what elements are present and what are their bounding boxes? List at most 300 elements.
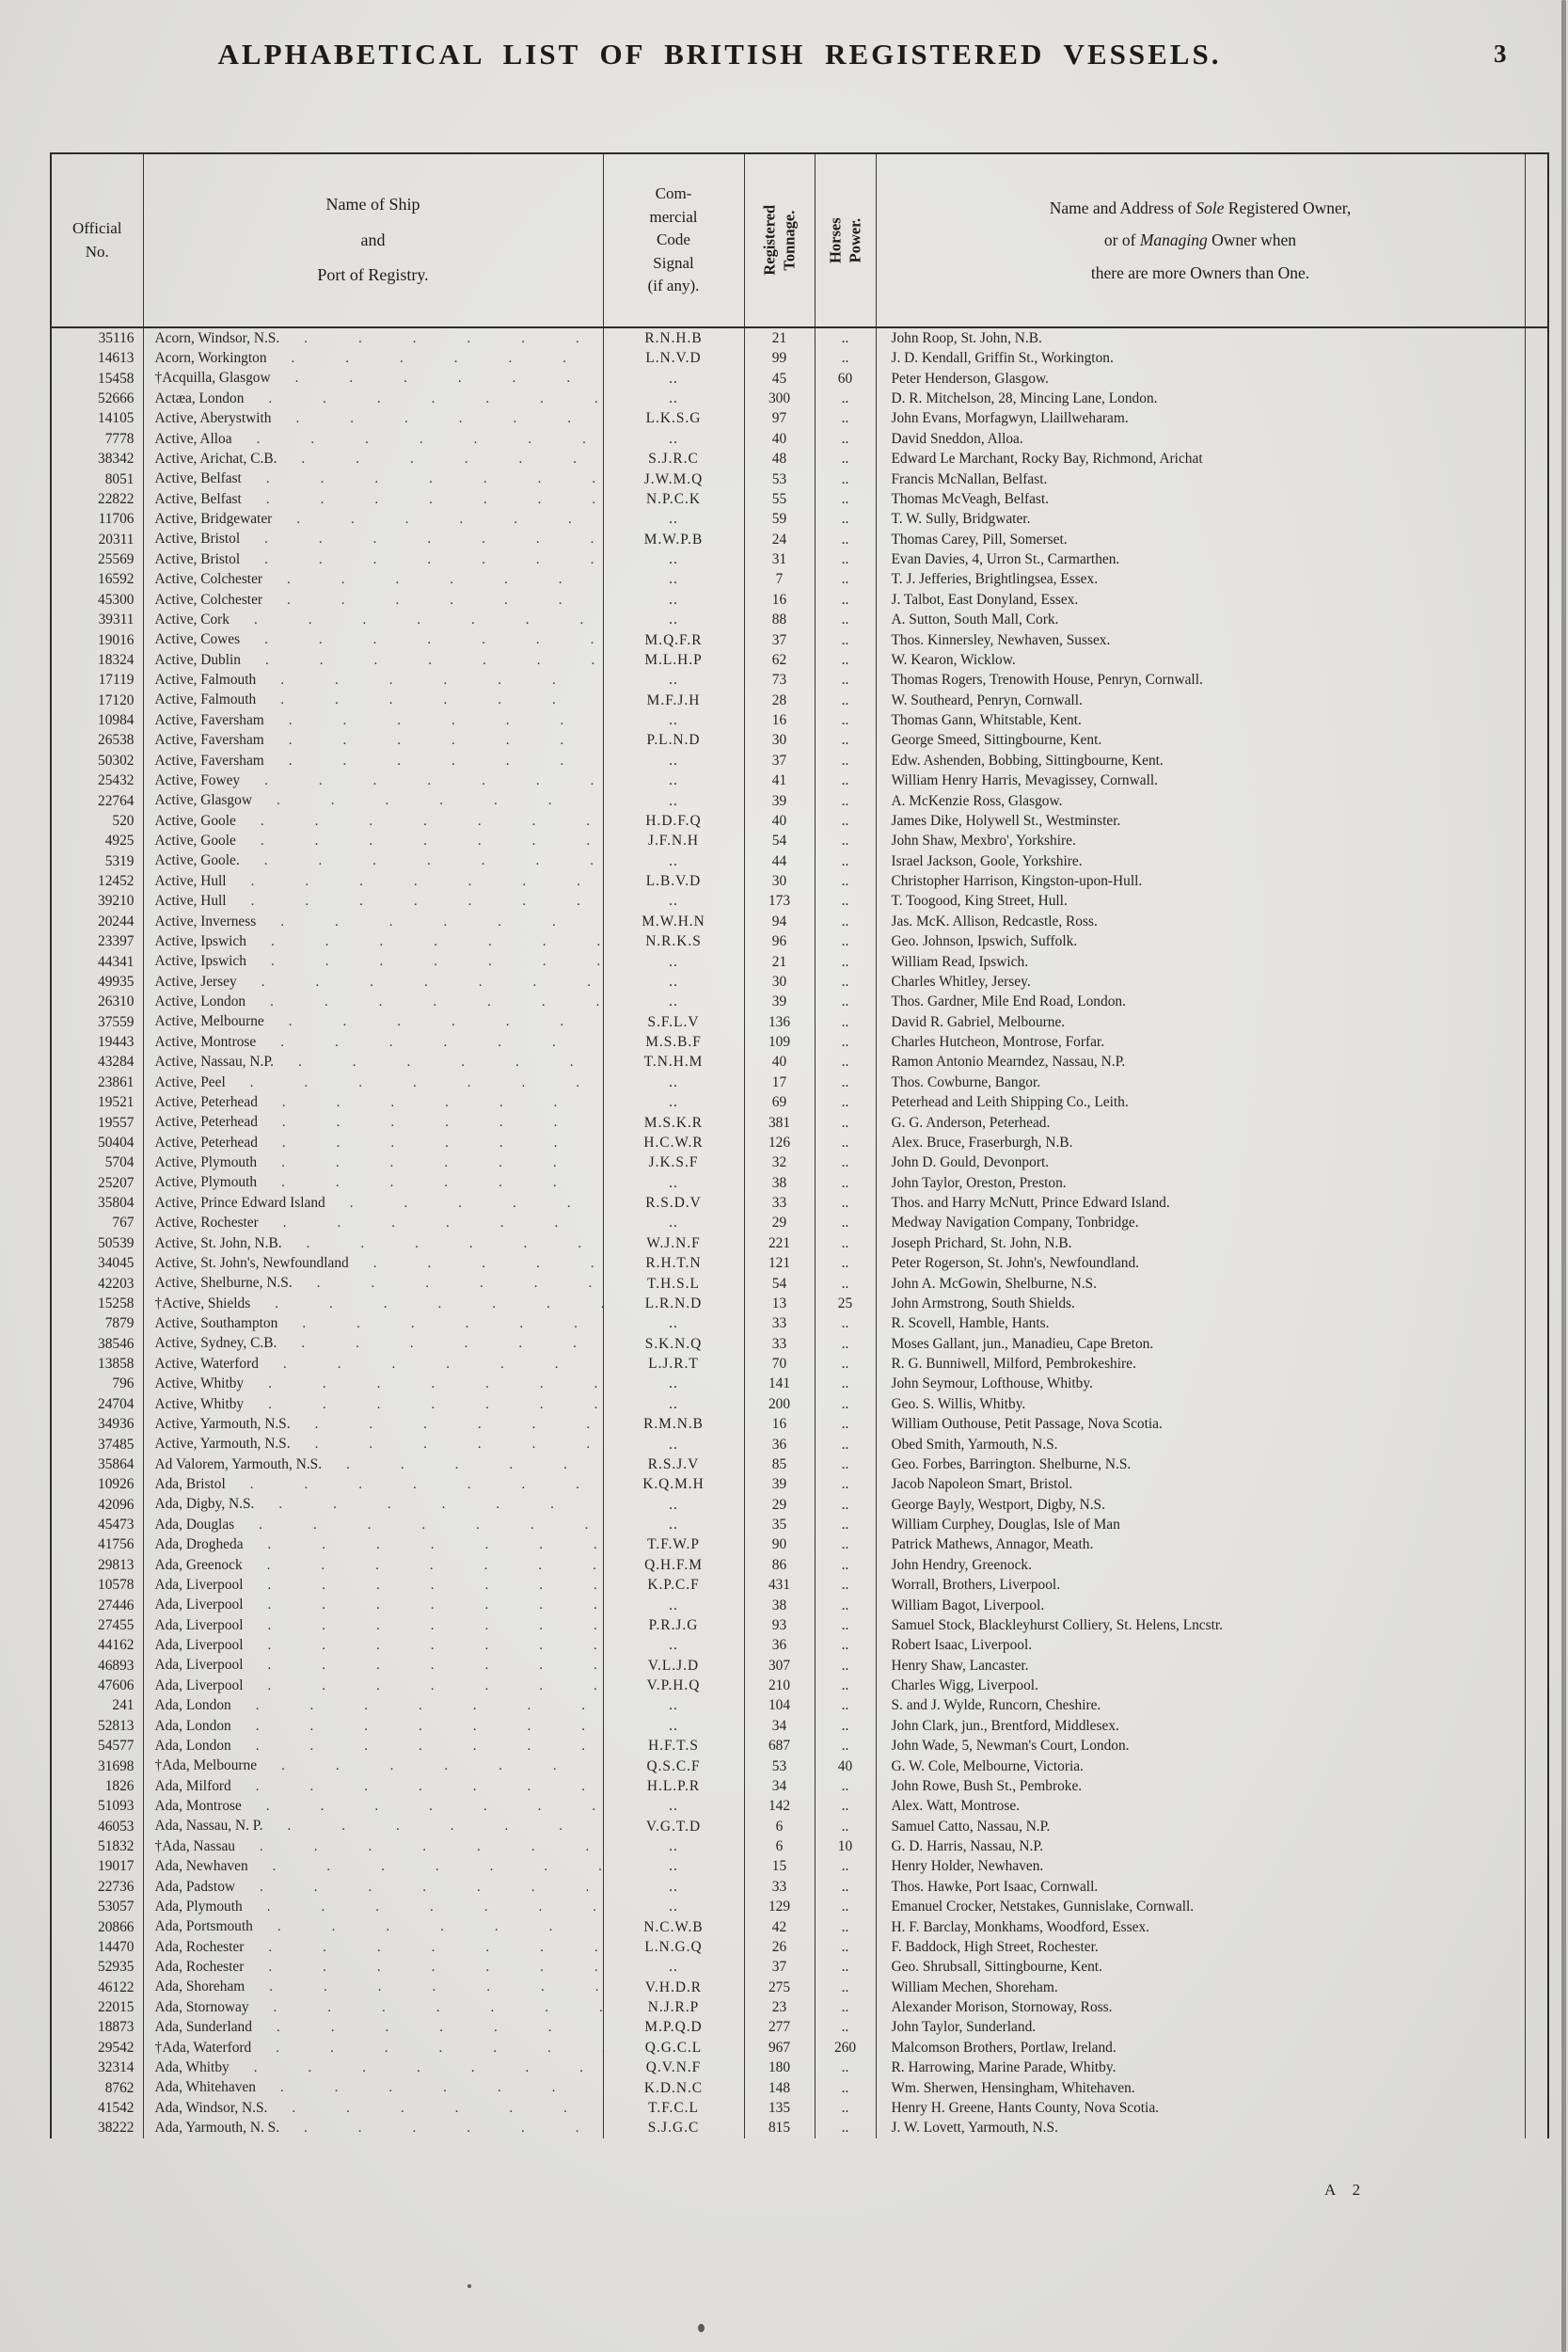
code-signal-cell: .. bbox=[603, 972, 744, 992]
ship-and-port-cell bbox=[143, 691, 603, 710]
header-line: Power. bbox=[845, 217, 863, 263]
official-no-cell: 16592 bbox=[51, 570, 143, 590]
ship-and-port-cell bbox=[143, 1394, 603, 1414]
table-row bbox=[51, 1414, 1548, 1434]
ship-name: Ada, Plymouth bbox=[154, 1898, 243, 1915]
margin-cell bbox=[1525, 1354, 1548, 1374]
official-no-cell: 22736 bbox=[51, 1877, 143, 1897]
owner-name-address-cell: Thos. and Harry McNutt, Prince Edward Island. bbox=[876, 1193, 1525, 1213]
margin-cell bbox=[1525, 1957, 1548, 1977]
ship-and-port-cell bbox=[143, 1354, 603, 1374]
code-signal-cell: N.P.C.K bbox=[603, 489, 744, 509]
code-signal-cell: V.L.J.D bbox=[603, 1656, 744, 1676]
margin-cell bbox=[1525, 630, 1548, 650]
registered-tonnage-cell: 38 bbox=[744, 1596, 815, 1615]
code-signal-cell: P.R.J.G bbox=[603, 1615, 744, 1635]
code-signal-cell: .. bbox=[603, 610, 744, 629]
table-row bbox=[51, 1897, 1548, 1916]
margin-cell bbox=[1525, 1937, 1548, 1957]
horses-power-cell: .. bbox=[815, 1978, 876, 1997]
dot-leader bbox=[246, 954, 603, 969]
ship-name: †Acquilla, Glasgow bbox=[154, 370, 271, 387]
margin-cell bbox=[1525, 1535, 1548, 1555]
dot-leader bbox=[240, 552, 602, 567]
ship-and-port-cell bbox=[143, 771, 603, 790]
ship-and-port-cell bbox=[143, 1133, 603, 1152]
registered-tonnage-cell: 73 bbox=[744, 670, 815, 690]
owner-name-address-cell: Thos. Kinnersley, Newhaven, Sussex. bbox=[876, 630, 1525, 650]
registered-tonnage-cell: 30 bbox=[744, 871, 815, 891]
owner-name-address-cell: John Seymour, Lofthouse, Whitby. bbox=[876, 1375, 1525, 1394]
code-signal-cell: K.Q.M.H bbox=[603, 1474, 744, 1494]
dot-leader bbox=[242, 1799, 603, 1814]
header-line: Name and Address of Sole Registered Owner, bbox=[1049, 199, 1352, 218]
owner-name-address-cell: Peter Henderson, Glasgow. bbox=[876, 369, 1525, 389]
table-row bbox=[51, 549, 1548, 569]
official-no-cell: 14470 bbox=[51, 1937, 143, 1957]
ship-name: Active, Peel bbox=[154, 1073, 226, 1090]
horses-power-cell: .. bbox=[815, 691, 876, 710]
registered-tonnage-cell: 36 bbox=[744, 1435, 815, 1454]
dot-leader bbox=[256, 914, 602, 930]
ship-name: Ada, London bbox=[154, 1717, 231, 1734]
dot-leader bbox=[291, 1437, 603, 1452]
owner-name-address-cell: Thomas McVeagh, Belfast. bbox=[876, 489, 1525, 509]
registered-tonnage-cell: 6 bbox=[744, 1836, 815, 1856]
ship-name: Ada, Rochester bbox=[154, 1959, 245, 1976]
horses-power-cell: .. bbox=[815, 731, 876, 751]
ship-and-port-cell bbox=[143, 1214, 603, 1233]
code-signal-cell: .. bbox=[603, 1836, 744, 1856]
margin-cell bbox=[1525, 670, 1548, 690]
margin-cell bbox=[1525, 1696, 1548, 1716]
table-row bbox=[51, 409, 1548, 429]
horses-power-cell: .. bbox=[815, 2118, 876, 2137]
registered-tonnage-cell: 26 bbox=[744, 1937, 815, 1957]
margin-cell bbox=[1525, 409, 1548, 429]
owner-name-address-cell: William Curphey, Douglas, Isle of Man bbox=[876, 1515, 1525, 1534]
ship-and-port-cell bbox=[143, 1957, 603, 1977]
ship-and-port-cell bbox=[143, 1334, 603, 1354]
dot-leader bbox=[244, 1658, 603, 1673]
owner-name-address-cell: Ramon Antonio Mearndez, Nassau, N.P. bbox=[876, 1053, 1525, 1073]
registered-tonnage-cell: 69 bbox=[744, 1092, 815, 1112]
dot-leader bbox=[240, 632, 602, 647]
dot-leader bbox=[241, 653, 603, 668]
official-no-cell: 35804 bbox=[51, 1193, 143, 1213]
table-row bbox=[51, 509, 1548, 529]
margin-cell bbox=[1525, 1053, 1548, 1073]
horses-power-cell: .. bbox=[815, 1897, 876, 1916]
margin-cell bbox=[1525, 549, 1548, 569]
code-signal-cell: W.J.N.F bbox=[603, 1233, 744, 1253]
code-signal-cell: J.F.N.H bbox=[603, 831, 744, 850]
owner-name-address-cell: Alex. Watt, Montrose. bbox=[876, 1796, 1525, 1816]
code-signal-cell: R.M.N.B bbox=[603, 1414, 744, 1434]
dot-leader bbox=[267, 2101, 602, 2116]
official-no-cell: 17120 bbox=[51, 691, 143, 710]
dot-leader bbox=[254, 1497, 602, 1512]
owner-name-address-cell: William Henry Harris, Mevagissey, Cornwall. bbox=[876, 771, 1525, 790]
horses-power-cell: .. bbox=[815, 1173, 876, 1193]
ship-name: Active, Ipswich bbox=[154, 932, 246, 949]
registered-tonnage-cell: 53 bbox=[744, 469, 815, 489]
table-row bbox=[51, 1756, 1548, 1776]
horses-power-cell: .. bbox=[815, 1193, 876, 1213]
registered-tonnage-cell: 33 bbox=[744, 1334, 815, 1354]
code-signal-cell: .. bbox=[603, 952, 744, 972]
col-header-owner bbox=[876, 153, 1525, 327]
code-signal-cell: P.L.N.D bbox=[603, 731, 744, 751]
owner-name-address-cell: Edward Le Marchant, Rocky Bay, Richmond, Arichat bbox=[876, 449, 1525, 469]
ship-and-port-cell bbox=[143, 931, 603, 951]
code-signal-cell: .. bbox=[603, 429, 744, 449]
code-signal-cell: .. bbox=[603, 1173, 744, 1193]
rotated-header-text bbox=[760, 206, 799, 276]
official-no-cell: 43284 bbox=[51, 1053, 143, 1073]
code-signal-cell: V.H.D.R bbox=[603, 1978, 744, 1997]
horses-power-cell: .. bbox=[815, 771, 876, 790]
owner-name-address-cell: Geo. Shrubsall, Sittingbourne, Kent. bbox=[876, 1957, 1525, 1977]
registered-tonnage-cell: 62 bbox=[744, 650, 815, 670]
ship-and-port-cell bbox=[143, 1233, 603, 1253]
code-signal-cell: .. bbox=[603, 1596, 744, 1615]
table-row bbox=[51, 1495, 1548, 1515]
table-row bbox=[51, 1053, 1548, 1073]
horses-power-cell: .. bbox=[815, 590, 876, 610]
ship-name: Active, Bridgewater bbox=[154, 511, 273, 528]
code-signal-cell: M.Q.F.R bbox=[603, 630, 744, 650]
ship-and-port-cell bbox=[143, 1776, 603, 1796]
horses-power-cell: .. bbox=[815, 1394, 876, 1414]
owner-name-address-cell: W. Kearon, Wicklow. bbox=[876, 650, 1525, 670]
registered-tonnage-cell: 44 bbox=[744, 851, 815, 871]
header-line: Com- bbox=[655, 183, 692, 202]
ship-and-port-cell bbox=[143, 1978, 603, 1997]
ship-and-port-cell bbox=[143, 670, 603, 690]
ship-name: Active, St. John's, Newfoundland bbox=[154, 1254, 349, 1271]
header-line: or of Managing Owner when bbox=[1103, 230, 1297, 250]
code-signal-cell: K.P.C.F bbox=[603, 1575, 744, 1595]
official-no-cell: 41542 bbox=[51, 2098, 143, 2118]
horses-power-cell: .. bbox=[815, 1656, 876, 1676]
horses-power-cell: .. bbox=[815, 1495, 876, 1515]
dot-leader bbox=[279, 2121, 602, 2136]
horses-power-cell: .. bbox=[815, 1535, 876, 1555]
registered-tonnage-cell: 40 bbox=[744, 811, 815, 831]
ship-and-port-cell bbox=[143, 1656, 603, 1676]
ship-and-port-cell bbox=[143, 429, 603, 449]
owner-name-address-cell: Evan Davies, 4, Urron St., Carmarthen. bbox=[876, 549, 1525, 569]
header-line: Signal bbox=[653, 253, 694, 272]
dot-leader bbox=[258, 1136, 603, 1151]
code-signal-cell: S.F.L.V bbox=[603, 1012, 744, 1032]
margin-cell bbox=[1525, 1173, 1548, 1193]
margin-cell bbox=[1525, 851, 1548, 871]
ship-and-port-cell bbox=[143, 1555, 603, 1575]
official-no-cell: 44162 bbox=[51, 1635, 143, 1655]
code-signal-cell: T.N.H.M bbox=[603, 1053, 744, 1073]
dot-leader bbox=[240, 773, 602, 788]
margin-cell bbox=[1525, 1294, 1548, 1313]
dot-leader bbox=[277, 1336, 602, 1351]
registered-tonnage-cell: 104 bbox=[744, 1696, 815, 1716]
registered-tonnage-cell: 24 bbox=[744, 530, 815, 549]
margin-cell bbox=[1525, 449, 1548, 469]
table-row bbox=[51, 1313, 1548, 1333]
official-no-cell: 5319 bbox=[51, 851, 143, 871]
horses-power-cell: .. bbox=[815, 2018, 876, 2038]
margin-cell bbox=[1525, 1978, 1548, 1997]
owner-name-address-cell: Worrall, Brothers, Liverpool. bbox=[876, 1575, 1525, 1595]
horses-power-cell: .. bbox=[815, 1615, 876, 1635]
dot-leader bbox=[349, 1256, 603, 1271]
dot-leader bbox=[232, 432, 603, 447]
margin-cell bbox=[1525, 650, 1548, 670]
table-row bbox=[51, 691, 1548, 710]
owner-name-address-cell: Thomas Carey, Pill, Somerset. bbox=[876, 530, 1525, 549]
registered-tonnage-cell: 36 bbox=[744, 1635, 815, 1655]
dot-leader bbox=[282, 1236, 603, 1251]
official-no-cell: 5704 bbox=[51, 1152, 143, 1172]
ship-name: Active, Aberystwith bbox=[154, 410, 272, 427]
registered-tonnage-cell: 85 bbox=[744, 1454, 815, 1474]
ship-name: Active, Falmouth bbox=[154, 691, 257, 708]
table-row bbox=[51, 1435, 1548, 1454]
ship-name: Ada, Liverpool bbox=[154, 1616, 244, 1633]
horses-power-cell: .. bbox=[815, 892, 876, 912]
horses-power-cell: .. bbox=[815, 1515, 876, 1534]
header-line: Port of Registry. bbox=[317, 265, 429, 285]
dot-leader bbox=[256, 673, 602, 688]
code-signal-cell: .. bbox=[603, 1092, 744, 1112]
ship-name: Active, Alloa bbox=[154, 430, 232, 447]
owner-name-address-cell: Samuel Stock, Blackleyhurst Colliery, St. Helens, Lncstr. bbox=[876, 1615, 1525, 1635]
owner-name-address-cell: Alexander Morison, Stornoway, Ross. bbox=[876, 1997, 1525, 2017]
registered-tonnage-cell: 15 bbox=[744, 1857, 815, 1877]
registered-tonnage-cell: 54 bbox=[744, 1274, 815, 1294]
ship-and-port-cell bbox=[143, 630, 603, 650]
margin-cell bbox=[1525, 1193, 1548, 1213]
ship-and-port-cell bbox=[143, 1032, 603, 1052]
dot-leader bbox=[277, 1316, 602, 1331]
header-line: Code bbox=[657, 230, 690, 249]
registered-tonnage-cell: 967 bbox=[744, 2038, 815, 2058]
ship-and-port-cell bbox=[143, 1375, 603, 1394]
rotated-header-text bbox=[826, 211, 864, 271]
official-no-cell: 38546 bbox=[51, 1334, 143, 1354]
dot-leader bbox=[246, 934, 603, 949]
table-row bbox=[51, 449, 1548, 469]
owner-name-address-cell: R. G. Bunniwell, Milford, Pembrokeshire. bbox=[876, 1354, 1525, 1374]
header-line: Official bbox=[71, 218, 122, 237]
code-signal-cell: .. bbox=[603, 1435, 744, 1454]
code-signal-cell: M.S.K.R bbox=[603, 1113, 744, 1133]
official-no-cell: 46122 bbox=[51, 1978, 143, 1997]
registered-tonnage-cell: 135 bbox=[744, 2098, 815, 2118]
horses-power-cell: .. bbox=[815, 871, 876, 891]
ship-and-port-cell bbox=[143, 1092, 603, 1112]
margin-cell bbox=[1525, 369, 1548, 389]
code-signal-cell: R.N.H.B bbox=[603, 327, 744, 348]
ship-name: Ada, Milford bbox=[154, 1777, 231, 1794]
horses-power-cell: .. bbox=[815, 530, 876, 549]
horses-power-cell: .. bbox=[815, 2098, 876, 2118]
dot-leader bbox=[236, 814, 603, 829]
official-no-cell: 19557 bbox=[51, 1113, 143, 1133]
owner-name-address-cell: Geo. S. Willis, Whitby. bbox=[876, 1394, 1525, 1414]
table-row bbox=[51, 731, 1548, 751]
owner-name-address-cell: John Hendry, Greenock. bbox=[876, 1555, 1525, 1575]
registered-tonnage-cell: 121 bbox=[744, 1253, 815, 1273]
code-signal-cell: .. bbox=[603, 1073, 744, 1092]
ship-and-port-cell bbox=[143, 1877, 603, 1897]
official-no-cell: 27455 bbox=[51, 1615, 143, 1635]
ship-name: Ada, London bbox=[154, 1737, 231, 1754]
margin-cell bbox=[1525, 327, 1548, 348]
ship-and-port-cell bbox=[143, 1997, 603, 2017]
table-row bbox=[51, 369, 1548, 389]
official-no-cell: 51832 bbox=[51, 1836, 143, 1856]
horses-power-cell: .. bbox=[815, 389, 876, 408]
margin-cell bbox=[1525, 892, 1548, 912]
official-no-cell: 241 bbox=[51, 1696, 143, 1716]
ship-name: Ada, Whitehaven bbox=[154, 2079, 256, 2096]
registered-tonnage-cell: 126 bbox=[744, 1133, 815, 1152]
official-no-cell: 37485 bbox=[51, 1435, 143, 1454]
registered-tonnage-cell: 129 bbox=[744, 1897, 815, 1916]
official-no-cell: 20244 bbox=[51, 912, 143, 931]
ship-and-port-cell bbox=[143, 469, 603, 489]
dot-leader bbox=[245, 1979, 602, 1994]
table-row bbox=[51, 1836, 1548, 1856]
dot-leader bbox=[250, 1296, 602, 1311]
official-no-cell: 7879 bbox=[51, 1313, 143, 1333]
horses-power-cell: .. bbox=[815, 1857, 876, 1877]
dot-leader bbox=[271, 371, 603, 386]
registered-tonnage-cell: 45 bbox=[744, 369, 815, 389]
table-row bbox=[51, 1575, 1548, 1595]
table-row bbox=[51, 327, 1548, 348]
code-signal-cell: .. bbox=[603, 1375, 744, 1394]
horses-power-cell: .. bbox=[815, 469, 876, 489]
horses-power-cell: .. bbox=[815, 1917, 876, 1937]
margin-cell bbox=[1525, 912, 1548, 931]
owner-name-address-cell: John Taylor, Sunderland. bbox=[876, 2018, 1525, 2038]
table-row bbox=[51, 1817, 1548, 1836]
horses-power-cell: .. bbox=[815, 811, 876, 831]
owner-name-address-cell: T. Toogood, King Street, Hull. bbox=[876, 892, 1525, 912]
table-row bbox=[51, 771, 1548, 790]
vessels-table bbox=[50, 152, 1549, 2138]
margin-cell bbox=[1525, 1092, 1548, 1112]
table-row bbox=[51, 2058, 1548, 2077]
code-signal-cell: R.H.T.N bbox=[603, 1253, 744, 1273]
ship-and-port-cell bbox=[143, 2058, 603, 2077]
dot-leader bbox=[242, 492, 603, 507]
horses-power-cell: .. bbox=[815, 1817, 876, 1836]
owner-name-address-cell: T. W. Sully, Bridgwater. bbox=[876, 509, 1525, 529]
dot-leader bbox=[230, 2060, 603, 2075]
margin-cell bbox=[1525, 1032, 1548, 1052]
registered-tonnage-cell: 59 bbox=[744, 509, 815, 529]
horses-power-cell: .. bbox=[815, 1113, 876, 1133]
dot-leader bbox=[244, 1678, 603, 1693]
table-row bbox=[51, 2098, 1548, 2118]
margin-cell bbox=[1525, 1836, 1548, 1856]
official-no-cell: 11706 bbox=[51, 509, 143, 529]
registered-tonnage-cell: 88 bbox=[744, 610, 815, 629]
owner-name-address-cell: Malcomson Brothers, Portlaw, Ireland. bbox=[876, 2038, 1525, 2058]
ship-name: Active, Goole bbox=[154, 833, 236, 850]
ship-and-port-cell bbox=[143, 530, 603, 549]
ship-and-port-cell bbox=[143, 1294, 603, 1313]
dot-leader bbox=[244, 1618, 603, 1633]
ship-and-port-cell bbox=[143, 2018, 603, 2038]
margin-cell bbox=[1525, 1375, 1548, 1394]
header-line: (if any). bbox=[647, 277, 700, 295]
table-row bbox=[51, 1274, 1548, 1294]
ship-and-port-cell bbox=[143, 1012, 603, 1032]
code-signal-cell: M.W.H.N bbox=[603, 912, 744, 931]
ship-name: Active, London bbox=[154, 993, 246, 1010]
dot-leader bbox=[258, 1095, 603, 1110]
registered-tonnage-cell: 33 bbox=[744, 1313, 815, 1333]
margin-cell bbox=[1525, 1575, 1548, 1595]
owner-name-address-cell: R. Scovell, Hamble, Hants. bbox=[876, 1313, 1525, 1333]
registered-tonnage-cell: 136 bbox=[744, 1012, 815, 1032]
ship-name: Ada, Bristol bbox=[154, 1476, 226, 1493]
dot-leader bbox=[237, 975, 603, 990]
registered-tonnage-cell: 30 bbox=[744, 972, 815, 992]
table-row bbox=[51, 1233, 1548, 1253]
registered-tonnage-cell: 38 bbox=[744, 1173, 815, 1193]
owner-name-address-cell: Peter Rogerson, St. John's, Newfoundland. bbox=[876, 1253, 1525, 1273]
owner-name-address-cell: Thos. Cowburne, Bangor. bbox=[876, 1073, 1525, 1092]
table-row bbox=[51, 610, 1548, 629]
ship-name: Active, Colchester bbox=[154, 571, 263, 588]
ship-name: Active, St. John, N.B. bbox=[154, 1234, 282, 1251]
table-row bbox=[51, 1957, 1548, 1977]
table-row bbox=[51, 489, 1548, 509]
table-row bbox=[51, 1596, 1548, 1615]
owner-name-address-cell: David Sneddon, Alloa. bbox=[876, 429, 1525, 449]
scan-page-edge bbox=[1561, 0, 1566, 2352]
col-header-ship-and-port bbox=[143, 153, 603, 327]
table-row bbox=[51, 2018, 1548, 2038]
registered-tonnage-cell: 275 bbox=[744, 1978, 815, 1997]
ship-and-port-cell bbox=[143, 489, 603, 509]
ship-name: Active, Southampton bbox=[154, 1315, 278, 1332]
owner-name-address-cell: Emanuel Crocker, Netstakes, Gunnislake, Cornwall. bbox=[876, 1897, 1525, 1916]
margin-cell bbox=[1525, 1414, 1548, 1434]
official-no-cell: 19443 bbox=[51, 1032, 143, 1052]
registered-tonnage-cell: 307 bbox=[744, 1656, 815, 1676]
code-signal-cell: M.S.B.F bbox=[603, 1032, 744, 1052]
margin-cell bbox=[1525, 1817, 1548, 1836]
official-no-cell: 49935 bbox=[51, 972, 143, 992]
table-row bbox=[51, 992, 1548, 1011]
official-no-cell: 52935 bbox=[51, 1957, 143, 1977]
dot-leader bbox=[259, 1216, 603, 1231]
official-no-cell: 35864 bbox=[51, 1454, 143, 1474]
ship-and-port-cell bbox=[143, 1535, 603, 1555]
dot-leader bbox=[279, 331, 602, 346]
owner-name-address-cell: William Bagot, Liverpool. bbox=[876, 1596, 1525, 1615]
owner-name-address-cell: Charles Whitley, Jersey. bbox=[876, 972, 1525, 992]
owner-name-address-cell: John Clark, jun., Brentford, Middlesex. bbox=[876, 1716, 1525, 1736]
ship-and-port-cell bbox=[143, 1253, 603, 1273]
